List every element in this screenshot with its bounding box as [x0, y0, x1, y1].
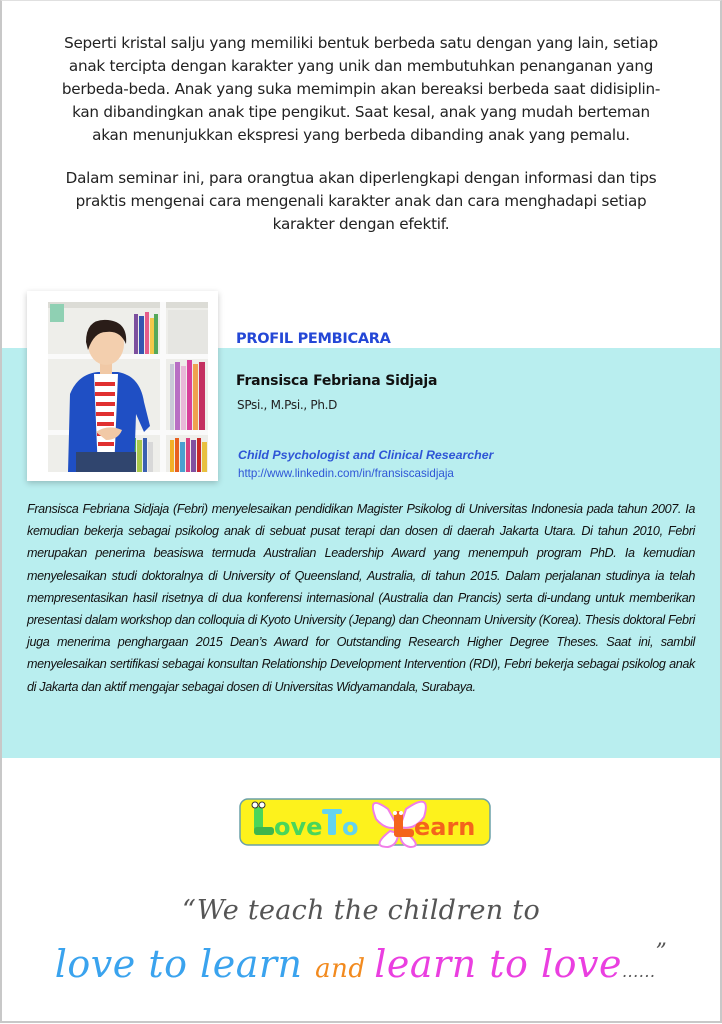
intro-line: karakter dengan efektif. — [272, 215, 450, 233]
speaker-photo-frame — [27, 291, 218, 481]
logo-graphic — [238, 793, 492, 848]
quote-ellipsis: ...... — [621, 962, 656, 981]
close-quote-mark: ” — [655, 940, 668, 965]
quote-love-to-learn: love to learn — [54, 942, 316, 986]
intro-line: praktis mengenai cara mengenali karakter anak dan cara menghadapi setiap — [75, 192, 647, 210]
linkedin-link[interactable]: http://www.linkedin.com/in/fransiscasidjaja — [238, 467, 454, 480]
quote-line-1-text: We teach the children to — [196, 895, 541, 926]
intro-line: anak tercipta dengan karakter yang unik dan membutuhkan penanganan yang — [68, 57, 654, 75]
logo-text-love: ove — [274, 813, 323, 841]
logo-text-learn: earn — [414, 813, 476, 841]
speaker-photo-illustration — [48, 302, 208, 472]
speaker-photo — [48, 302, 208, 472]
quote-and: and — [315, 954, 375, 984]
quote-learn-to-love: learn to love — [374, 942, 622, 986]
intro-line: akan menunjukkan ekspresi yang berbeda dibanding anak yang pemalu. — [92, 126, 630, 144]
intro-line: berbeda-beda. Anak yang suka memimpin akan bereaksi berbeda saat didisiplin- — [61, 80, 661, 98]
speaker-name: Fransisca Febriana Sidjaja — [236, 373, 438, 389]
profile-section-title: PROFIL PEMBICARA — [236, 331, 391, 347]
open-quote-mark: “ — [181, 895, 197, 926]
intro-line: Seperti kristal salju yang memiliki bentuk berbeda satu dengan yang lain, setiap — [64, 34, 658, 52]
speaker-bio: Fransisca Febriana Sidjaja (Febri) menyelesaikan pendidikan Magister Psikolog di Universitas Indonesia pada tahun 2007. Ia kemudian bekerja sebagai psikolog anak di sebuat pusat terapi dan dosen di daerah Jakarta Utara. Di tahun 2010, Febri merupakan penerima beasiswa termuda Australian Leadership Award yang menempuh program PhD. Ia kemudian menyelesaikan studi doktoralnya di University of Queensland, Australia, di tahun 2015. Dalam perjalanan studinya ia telah mempresentasikan hasil risetnya di dua konferensi internasional (Australia dan Prancis) serta di-undang untuk memberikan presentasi dalam workshop dan colloquia di Kyoto University (Jepang) dan Cheonnam University (Korea). Thesis doktoral Febri juga menerima penghargaan 2015 Dean’s Award for Outstanding Research Higher Degree Theses. Saat ini, sambil menyelesaikan sertifikasi sebagai konsultan Relationship Development Intervention (RDI), Febri bekerja sebagai psikolog anak di Jakarta dan aktif mengajar sebagai dosen di Universitas Widyamandala, Surabaya. — [27, 502, 695, 694]
quote-line-2 — [0, 940, 722, 986]
intro-line: kan dibandingkan anak tipe pengikut. Saat kesal, anak yang mudah berteman — [72, 103, 650, 121]
speaker-degree: SPsi., M.Psi., Ph.D — [237, 398, 338, 412]
quote-line-1 — [0, 895, 722, 926]
love-to-learn-logo — [238, 793, 492, 848]
intro-line: Dalam seminar ini, para orangtua akan diperlengkapi dengan informasi dan tips — [65, 169, 657, 187]
svg-text:o: o — [342, 813, 359, 841]
intro-paragraph-2 — [20, 167, 702, 236]
intro-paragraph-1 — [20, 32, 702, 147]
intro-text — [20, 32, 702, 236]
speaker-role: Child Psychologist and Clinical Researcher — [238, 448, 494, 462]
